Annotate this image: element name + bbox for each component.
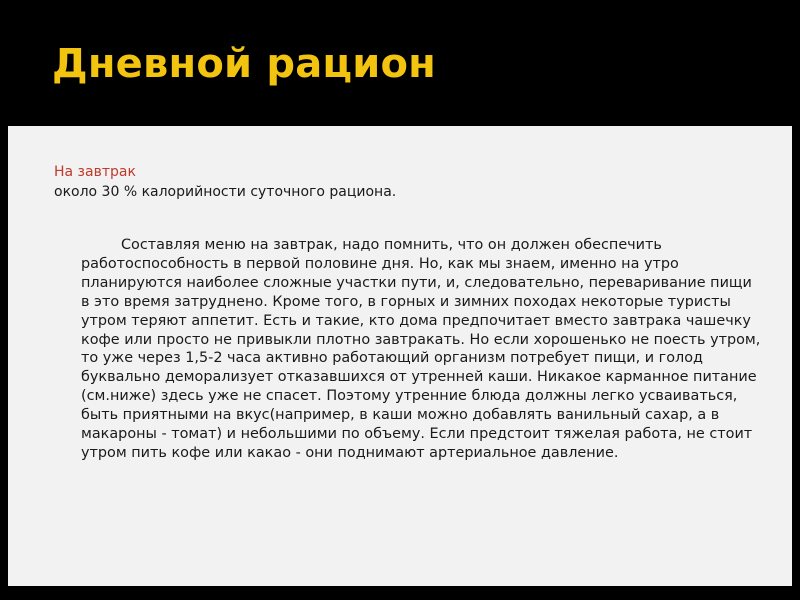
slide-title: Дневной рацион: [52, 41, 436, 87]
content-panel: [8, 126, 792, 586]
breakfast-paragraph: Составляя меню на завтрак, надо помнить, что он должен обеспечить работоспособность в первой половине дня. Но, как мы знаем, именно на утро планируются наиболее сложные участки пути, и, следовательно, переваривание пищи в это время затруднено. Кроме того, в горных и зимних походах некоторые туристы утром теряют аппетит. Есть и такие, кто дома предпочитает вместо завтрака чашечку кофе или просто не привыкли плотно завтракать. Но если хорошенько не поесть утром, то уже через 1,5-2 часа активно работающий организм потребует пищи, и голод буквально деморализует отказавшихся от утренней каши. Никакое карманное питание (см.ниже) здесь уже не спасет. Поэтому утренние блюда должны легко усваиваться, быть приятными на вкус(например, в каши можно добавлять ванильный сахар, а в макароны - томат) и небольшими по объему. Если предстоит тяжелая работа, не стоит утром пить кофе или какао - они поднимают артериальное давление.: [81, 237, 761, 461]
calorie-summary: около 30 % калорийности суточного рациона.: [54, 184, 397, 200]
breakfast-heading: На завтрак: [54, 164, 136, 180]
title-bar: [0, 0, 800, 126]
